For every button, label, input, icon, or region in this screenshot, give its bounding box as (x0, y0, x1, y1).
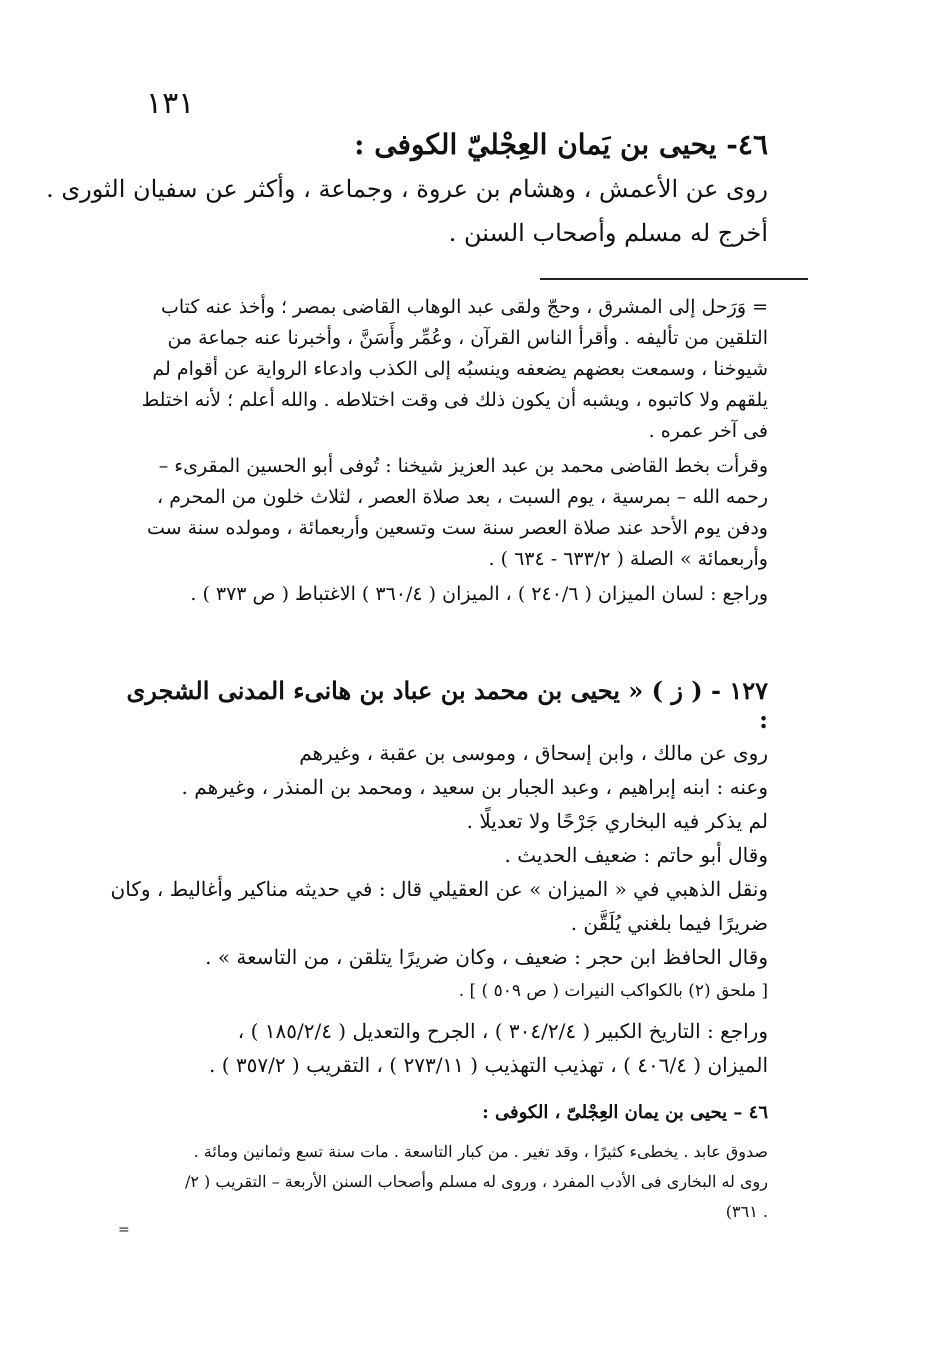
footnote-paragraph: وقرأت بخط القاضى محمد بن عبد العزيز شيخنا : تُوفى أبو الحسين المقرىء – رحمه الله – بمرسية ، يوم السبت ، بعد صلاة العصر ، لثلاث خلون من المحرم ، ودفن يوم الأحد عند صلاة العصر سنة ست وتسعين وأربعمائة ، ومولده سنة ست وأربعمائة » الصلة ( ٦٣٣/٢ - ٦٣٤ ) . (146, 455, 768, 570)
entry-line: روى له البخارى فى الأدب المفرد ، وروى له مسلم وأصحاب السنن الأربعة – التقريب ( ٢/ (184, 1172, 768, 1191)
entry-heading: ٤٦ – يحيى بن يمان العِجْلىّ ، الكوفى : (482, 1102, 768, 1123)
entry-line: وقال أبو حاتم : ضعيف الحديث . (504, 843, 768, 867)
entry-body (118, 1137, 768, 1227)
entry-line: الميزان ( ٤٠٦/٤ ) ، تهذيب التهذيب ( ٢٧٣/١١ ) ، التقريب ( ٣٥٧/٢ ) . (208, 1053, 768, 1077)
entry-line: روى عن مالك ، وابن إسحاق ، وموسى بن عقبة ، وغيرهم (299, 741, 768, 765)
entry-line: أخرج له مسلم وأصحاب السنن . (448, 219, 768, 247)
page-number: ١٣١ (146, 86, 195, 121)
entry-line: ونقل الذهبي في « الميزان » عن العقيلي قال : في حديثه مناكير وأغاليط ، وكان (110, 877, 768, 901)
entry-yahya-ibn-yaman (46, 128, 768, 255)
entry-line: لم يذكر فيه البخاري جَرْحًا ولا تعديلًا . (466, 809, 768, 833)
entry-line: روى عن الأعمش ، وهشام بن عروة ، وجماعة ، وأكثر عن سفيان الثورى . (46, 175, 768, 203)
entry-line: وقال الحافظ ابن حجر : ضعيف ، وكان ضريرًا يتلقن ، من التاسعة » . (205, 945, 768, 969)
entry-body (46, 167, 768, 255)
footnote-references: وراجع : لسان الميزان ( ٢٤٠/٦ ) ، الميزان ( ٣٦٠/٤ ) الاغتباط ( ص ٣٧٣ ) . (190, 583, 768, 605)
entry-line: وراجع : التاريخ الكبير ( ٣٠٤/٢/٤ ) ، الجرح والتعديل ( ١٨٥/٢/٤ ) ، (237, 1019, 768, 1043)
footnote-paragraph: = وَرَحل إلى المشرق ، وحجّ ولقى عبد الوهاب القاضى بمصر ؛ وأخذ عنه كتاب التلقين من تأليفه . وأقرأ الناس القرآن ، وعُمِّر وأَسَنَّ ، وأخبرنا عنه جماعة من شيوخنا ، وسمعت بعضهم يضعفه وينسبُه إلى الكذب وادعاء الرواية عن أقوام لم يلقهم ولا كاتبوه ، ويشبه أن يكون ذلك فى وقت اختلاطه . والله أعلم ؛ لأنه اختلط فى آخر عمره . (141, 296, 768, 442)
entry-taqrib-quote (118, 1102, 768, 1227)
entry-body (110, 736, 768, 1082)
entry-heading: ٤٦- يحيى بن يَمان العِجْليّ الكوفى : (354, 128, 768, 161)
entry-line: صدوق عابد . يخطىء كثيرًا ، وقد تغير . من كبار التاسعة . مات سنة تسع وثمانين ومائة . (193, 1142, 768, 1161)
entry-yahya-ibn-muhammad (110, 676, 768, 1082)
footnote-separator (540, 278, 808, 280)
continuation-mark: = (118, 1222, 130, 1238)
entry-line: ضريرًا فيما بلغني يُلَقَّن . (570, 911, 768, 935)
footnote-text (118, 292, 768, 614)
entry-line: وعنه : ابنه إبراهيم ، وعبد الجبار بن سعيد ، ومحمد بن المنذر ، وغيرهم . (181, 775, 768, 799)
entry-heading: ١٢٧ - ( ز ) « يحيى بن محمد بن عباد بن هانىء المدنى الشجرى : (126, 676, 768, 734)
entry-line: . ٣٦١) (725, 1202, 768, 1221)
appendix-note: [ ملحق (٢) بالكواكب النيرات ( ص ٥٠٩ ) ] . (458, 981, 768, 1001)
